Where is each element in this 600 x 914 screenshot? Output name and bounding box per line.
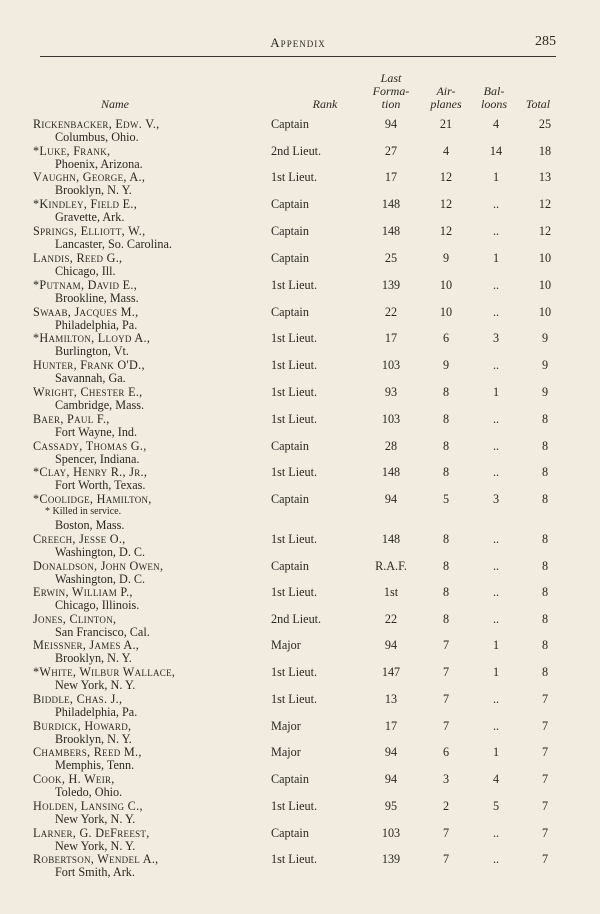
total-count: 25 <box>538 117 552 131</box>
last-formation: 148 <box>381 224 401 238</box>
pilot-hometown: Philadelphia, Pa. <box>55 318 138 332</box>
last-formation: 93 <box>384 385 398 399</box>
pilot-rank: 2nd Lieut. <box>271 144 322 158</box>
pilot-hometown: Philadelphia, Pa. <box>55 705 138 719</box>
pilot-hometown: Spencer, Indiana. <box>55 452 140 466</box>
total-count: 7 <box>541 799 549 813</box>
running-title: Appendix <box>270 35 326 50</box>
total-count: 8 <box>541 492 549 506</box>
total-count: 8 <box>541 559 549 573</box>
pilot-hometown: Phoenix, Arizona. <box>55 157 143 171</box>
total-count: 8 <box>541 412 549 426</box>
table-row <box>0 826 600 852</box>
last-formation: 148 <box>381 197 401 211</box>
col-header-airplanes: Air- planes <box>430 84 462 111</box>
pilot-hometown: Chicago, Illinois. <box>55 598 140 612</box>
table-row <box>0 665 600 691</box>
table-row <box>0 170 600 196</box>
table-row <box>0 117 600 143</box>
pilot-name: Donaldson, John Owen, <box>33 559 164 573</box>
last-formation: 17 <box>384 331 398 345</box>
pilot-hometown: Fort Wayne, Ind. <box>55 425 138 439</box>
pilot-rank: Major <box>271 638 301 652</box>
pilot-name: Erwin, William P., <box>33 585 133 599</box>
pilot-hometown: Boston, Mass. <box>55 518 125 532</box>
pilot-rank: 1st Lieut. <box>271 465 318 479</box>
airplanes-count: 12 <box>439 170 453 184</box>
pilot-name: Biddle, Chas. J., <box>33 692 123 706</box>
pilot-hometown: Brooklyn, N. Y. <box>55 732 132 746</box>
airplanes-count: 21 <box>439 117 453 131</box>
balloons-count: .. <box>492 532 500 546</box>
airplanes-count: 4 <box>442 144 450 158</box>
pilot-name: Springs, Elliott, W., <box>33 224 146 238</box>
last-formation: 103 <box>381 412 401 426</box>
table-row <box>0 224 600 250</box>
airplanes-count: 8 <box>442 465 450 479</box>
pilot-hometown: New York, N. Y. <box>55 678 136 692</box>
footnote: * Killed in service. <box>45 506 122 517</box>
airplanes-count: 5 <box>442 492 450 506</box>
balloons-count: 1 <box>492 665 500 679</box>
table-row <box>0 305 600 331</box>
last-formation: 95 <box>384 799 398 813</box>
table-row <box>0 559 600 585</box>
pilot-name: Jones, Clinton, <box>33 612 117 626</box>
pilot-rank: Captain <box>271 305 309 319</box>
page-number: 285 <box>535 34 556 49</box>
balloons-count: .. <box>492 305 500 319</box>
table-row <box>0 532 600 558</box>
pilot-rank: Captain <box>271 826 309 840</box>
last-formation: 17 <box>384 719 398 733</box>
balloons-count: 1 <box>492 251 500 265</box>
airplanes-count: 7 <box>442 692 450 706</box>
last-formation: 94 <box>384 492 398 506</box>
total-count: 8 <box>541 465 549 479</box>
pilot-name: *Luke, Frank, <box>33 144 111 158</box>
col-header-balloons: Bal- loons <box>480 84 507 111</box>
pilot-hometown: New York, N. Y. <box>55 839 136 853</box>
balloons-count: .. <box>492 197 500 211</box>
total-count: 8 <box>541 612 549 626</box>
pilot-hometown: Burlington, Vt. <box>55 344 129 358</box>
pilot-rank: Captain <box>271 559 309 573</box>
pilot-rank: Captain <box>271 492 309 506</box>
pilot-rank: Captain <box>271 251 309 265</box>
pilot-name: Vaughn, George, A., <box>33 170 146 184</box>
pilot-name: *Coolidge, Hamilton, <box>33 492 152 506</box>
airplanes-count: 8 <box>442 612 450 626</box>
airplanes-count: 7 <box>442 826 450 840</box>
airplanes-count: 8 <box>442 385 450 399</box>
pilot-hometown: Brooklyn, N. Y. <box>55 183 132 197</box>
table-row <box>0 772 600 798</box>
pilot-name: Larner, G. DeFreest, <box>33 826 150 840</box>
airplanes-count: 8 <box>442 532 450 546</box>
last-formation: 94 <box>384 772 398 786</box>
pilot-name: Robertson, Wendel A., <box>33 852 159 866</box>
airplanes-count: 12 <box>439 197 453 211</box>
total-count: 7 <box>541 772 549 786</box>
pilot-name: Meissner, James A., <box>33 638 140 652</box>
airplanes-count: 9 <box>442 251 450 265</box>
total-count: 8 <box>541 638 549 652</box>
last-formation: 27 <box>384 144 398 158</box>
table-row <box>0 385 600 411</box>
total-count: 8 <box>541 665 549 679</box>
total-count: 10 <box>538 251 552 265</box>
airplanes-count: 10 <box>439 305 453 319</box>
airplanes-count: 7 <box>442 665 450 679</box>
last-formation: 22 <box>384 612 398 626</box>
balloons-count: 14 <box>489 144 503 158</box>
pilot-name: *Hamilton, Lloyd A., <box>33 331 151 345</box>
total-count: 12 <box>538 197 552 211</box>
airplanes-count: 9 <box>442 358 450 372</box>
pilot-name: Holden, Lansing C., <box>33 799 143 813</box>
total-count: 10 <box>538 278 552 292</box>
pilot-hometown: Chicago, Ill. <box>55 264 116 278</box>
balloons-count: .. <box>492 852 500 866</box>
pilot-rank: Captain <box>271 224 309 238</box>
pilot-name: *Clay, Henry R., Jr., <box>33 465 148 479</box>
pilot-name: *Kindley, Field E., <box>33 197 138 211</box>
last-formation: 139 <box>381 852 401 866</box>
table-row <box>0 745 600 771</box>
pilot-name: Swaab, Jacques M., <box>33 305 139 319</box>
pilot-hometown: Washington, D. C. <box>55 545 146 559</box>
pilot-name: *White, Wilbur Wallace, <box>33 665 176 679</box>
last-formation: 22 <box>384 305 398 319</box>
col-header-total: Total <box>525 97 551 111</box>
table-row <box>0 852 600 878</box>
pilot-rank: Major <box>271 745 301 759</box>
col-header-name: Name <box>101 97 129 111</box>
total-count: 9 <box>541 331 549 345</box>
total-count: 10 <box>538 305 552 319</box>
pilot-hometown: Lancaster, So. Carolina. <box>55 237 172 251</box>
last-formation: 17 <box>384 170 398 184</box>
pilot-rank: Major <box>271 719 301 733</box>
airplanes-count: 8 <box>442 439 450 453</box>
airplanes-count: 6 <box>442 331 450 345</box>
total-count: 12 <box>538 224 552 238</box>
table-row <box>0 251 600 277</box>
balloons-count: 1 <box>492 385 500 399</box>
balloons-count: .. <box>492 465 500 479</box>
pilot-name: Rickenbacker, Edw. V., <box>33 117 160 131</box>
table-row <box>0 439 600 465</box>
balloons-count: .. <box>492 612 500 626</box>
last-formation: 94 <box>384 638 398 652</box>
airplanes-count: 8 <box>442 412 450 426</box>
balloons-count: .. <box>492 585 500 599</box>
last-formation: 147 <box>381 665 401 679</box>
pilot-rank: 2nd Lieut. <box>271 612 322 626</box>
col-header-formation: Last Forma- tion <box>372 71 410 111</box>
pilot-name: Wright, Chester E., <box>33 385 143 399</box>
total-count: 13 <box>538 170 552 184</box>
total-count: 7 <box>541 852 549 866</box>
total-count: 18 <box>538 144 552 158</box>
table-row <box>0 799 600 825</box>
table-row <box>0 692 600 718</box>
table-row <box>0 358 600 384</box>
pilot-rank: 1st Lieut. <box>271 358 318 372</box>
pilot-rank: 1st Lieut. <box>271 170 318 184</box>
table-row <box>0 197 600 223</box>
pilot-hometown: Memphis, Tenn. <box>55 758 135 772</box>
total-count: 8 <box>541 532 549 546</box>
pilot-name: Chambers, Reed M., <box>33 745 142 759</box>
total-count: 8 <box>541 585 549 599</box>
last-formation: R.A.F. <box>375 559 407 573</box>
last-formation: 94 <box>384 745 398 759</box>
total-count: 7 <box>541 826 549 840</box>
total-count: 7 <box>541 719 549 733</box>
airplanes-count: 12 <box>439 224 453 238</box>
balloons-count: 5 <box>492 799 500 813</box>
pilot-rank: 1st Lieut. <box>271 692 318 706</box>
total-count: 9 <box>541 385 549 399</box>
airplanes-count: 6 <box>442 745 450 759</box>
table-row <box>0 331 600 357</box>
total-count: 7 <box>541 692 549 706</box>
pilot-rank: Captain <box>271 772 309 786</box>
pilot-rank: 1st Lieut. <box>271 852 318 866</box>
pilot-name: Burdick, Howard, <box>33 719 132 733</box>
total-count: 7 <box>541 745 549 759</box>
pilot-hometown: Washington, D. C. <box>55 572 146 586</box>
pilot-hometown: Gravette, Ark. <box>55 210 125 224</box>
table-row <box>0 638 600 664</box>
page-header <box>40 34 556 57</box>
last-formation: 13 <box>384 692 398 706</box>
pilot-name: Creech, Jesse O., <box>33 532 126 546</box>
pilot-hometown: Brookline, Mass. <box>55 291 139 305</box>
balloons-count: .. <box>492 826 500 840</box>
last-formation: 103 <box>381 358 401 372</box>
balloons-count: .. <box>492 358 500 372</box>
table-row <box>0 412 600 438</box>
pilot-rank: 1st Lieut. <box>271 278 318 292</box>
last-formation: 1st <box>383 585 399 599</box>
pilot-rank: 1st Lieut. <box>271 665 318 679</box>
pilot-hometown: Fort Smith, Ark. <box>55 865 135 879</box>
col-header-rank: Rank <box>312 97 338 111</box>
pilot-name: *Putnam, David E., <box>33 278 138 292</box>
airplanes-count: 10 <box>439 278 453 292</box>
table-row <box>0 585 600 611</box>
pilot-name: Cook, H. Weir, <box>33 772 115 786</box>
pilot-rank: 1st Lieut. <box>271 585 318 599</box>
table-row <box>0 492 600 532</box>
pilot-rank: Captain <box>271 439 309 453</box>
pilot-hometown: San Francisco, Cal. <box>55 625 150 639</box>
balloons-count: .. <box>492 692 500 706</box>
balloons-count: .. <box>492 719 500 733</box>
pilot-name: Hunter, Frank O'D., <box>33 358 145 372</box>
pilot-hometown: Toledo, Ohio. <box>55 785 123 799</box>
table-row <box>0 465 600 491</box>
balloons-count: 1 <box>492 638 500 652</box>
pilot-rank: Captain <box>271 117 309 131</box>
pilot-rank: 1st Lieut. <box>271 331 318 345</box>
pilot-rank: 1st Lieut. <box>271 532 318 546</box>
pilot-hometown: Fort Worth, Texas. <box>55 478 146 492</box>
last-formation: 25 <box>384 251 398 265</box>
pilot-hometown: Columbus, Ohio. <box>55 130 139 144</box>
balloons-count: 1 <box>492 745 500 759</box>
balloons-count: .. <box>492 224 500 238</box>
pilot-rank: 1st Lieut. <box>271 412 318 426</box>
pilot-hometown: Cambridge, Mass. <box>55 398 145 412</box>
balloons-count: 3 <box>492 331 500 345</box>
pilot-hometown: Brooklyn, N. Y. <box>55 651 132 665</box>
balloons-count: 4 <box>492 772 500 786</box>
table-row <box>0 278 600 304</box>
table-row <box>0 612 600 638</box>
pilot-name: Cassady, Thomas G., <box>33 439 147 453</box>
last-formation: 103 <box>381 826 401 840</box>
pilot-hometown: New York, N. Y. <box>55 812 136 826</box>
airplanes-count: 7 <box>442 852 450 866</box>
airplanes-count: 3 <box>442 772 450 786</box>
airplanes-count: 2 <box>442 799 450 813</box>
airplanes-count: 7 <box>442 719 450 733</box>
balloons-count: .. <box>492 559 500 573</box>
total-count: 8 <box>541 439 549 453</box>
pilot-rank: 1st Lieut. <box>271 799 318 813</box>
balloons-count: 3 <box>492 492 500 506</box>
pilot-name: Landis, Reed G., <box>33 251 123 265</box>
balloons-count: .. <box>492 412 500 426</box>
pilot-rank: 1st Lieut. <box>271 385 318 399</box>
last-formation: 28 <box>384 439 398 453</box>
last-formation: 148 <box>381 465 401 479</box>
table-row <box>0 144 600 170</box>
last-formation: 148 <box>381 532 401 546</box>
pilot-name: Baer, Paul F., <box>33 412 110 426</box>
airplanes-count: 8 <box>442 585 450 599</box>
table-row <box>0 719 600 745</box>
last-formation: 139 <box>381 278 401 292</box>
pilot-rank: Captain <box>271 197 309 211</box>
airplanes-count: 8 <box>442 559 450 573</box>
airplanes-count: 7 <box>442 638 450 652</box>
balloons-count: .. <box>492 278 500 292</box>
balloons-count: .. <box>492 439 500 453</box>
last-formation: 94 <box>384 117 398 131</box>
pilot-hometown: Savannah, Ga. <box>55 371 126 385</box>
balloons-count: 4 <box>492 117 500 131</box>
total-count: 9 <box>541 358 549 372</box>
balloons-count: 1 <box>492 170 500 184</box>
